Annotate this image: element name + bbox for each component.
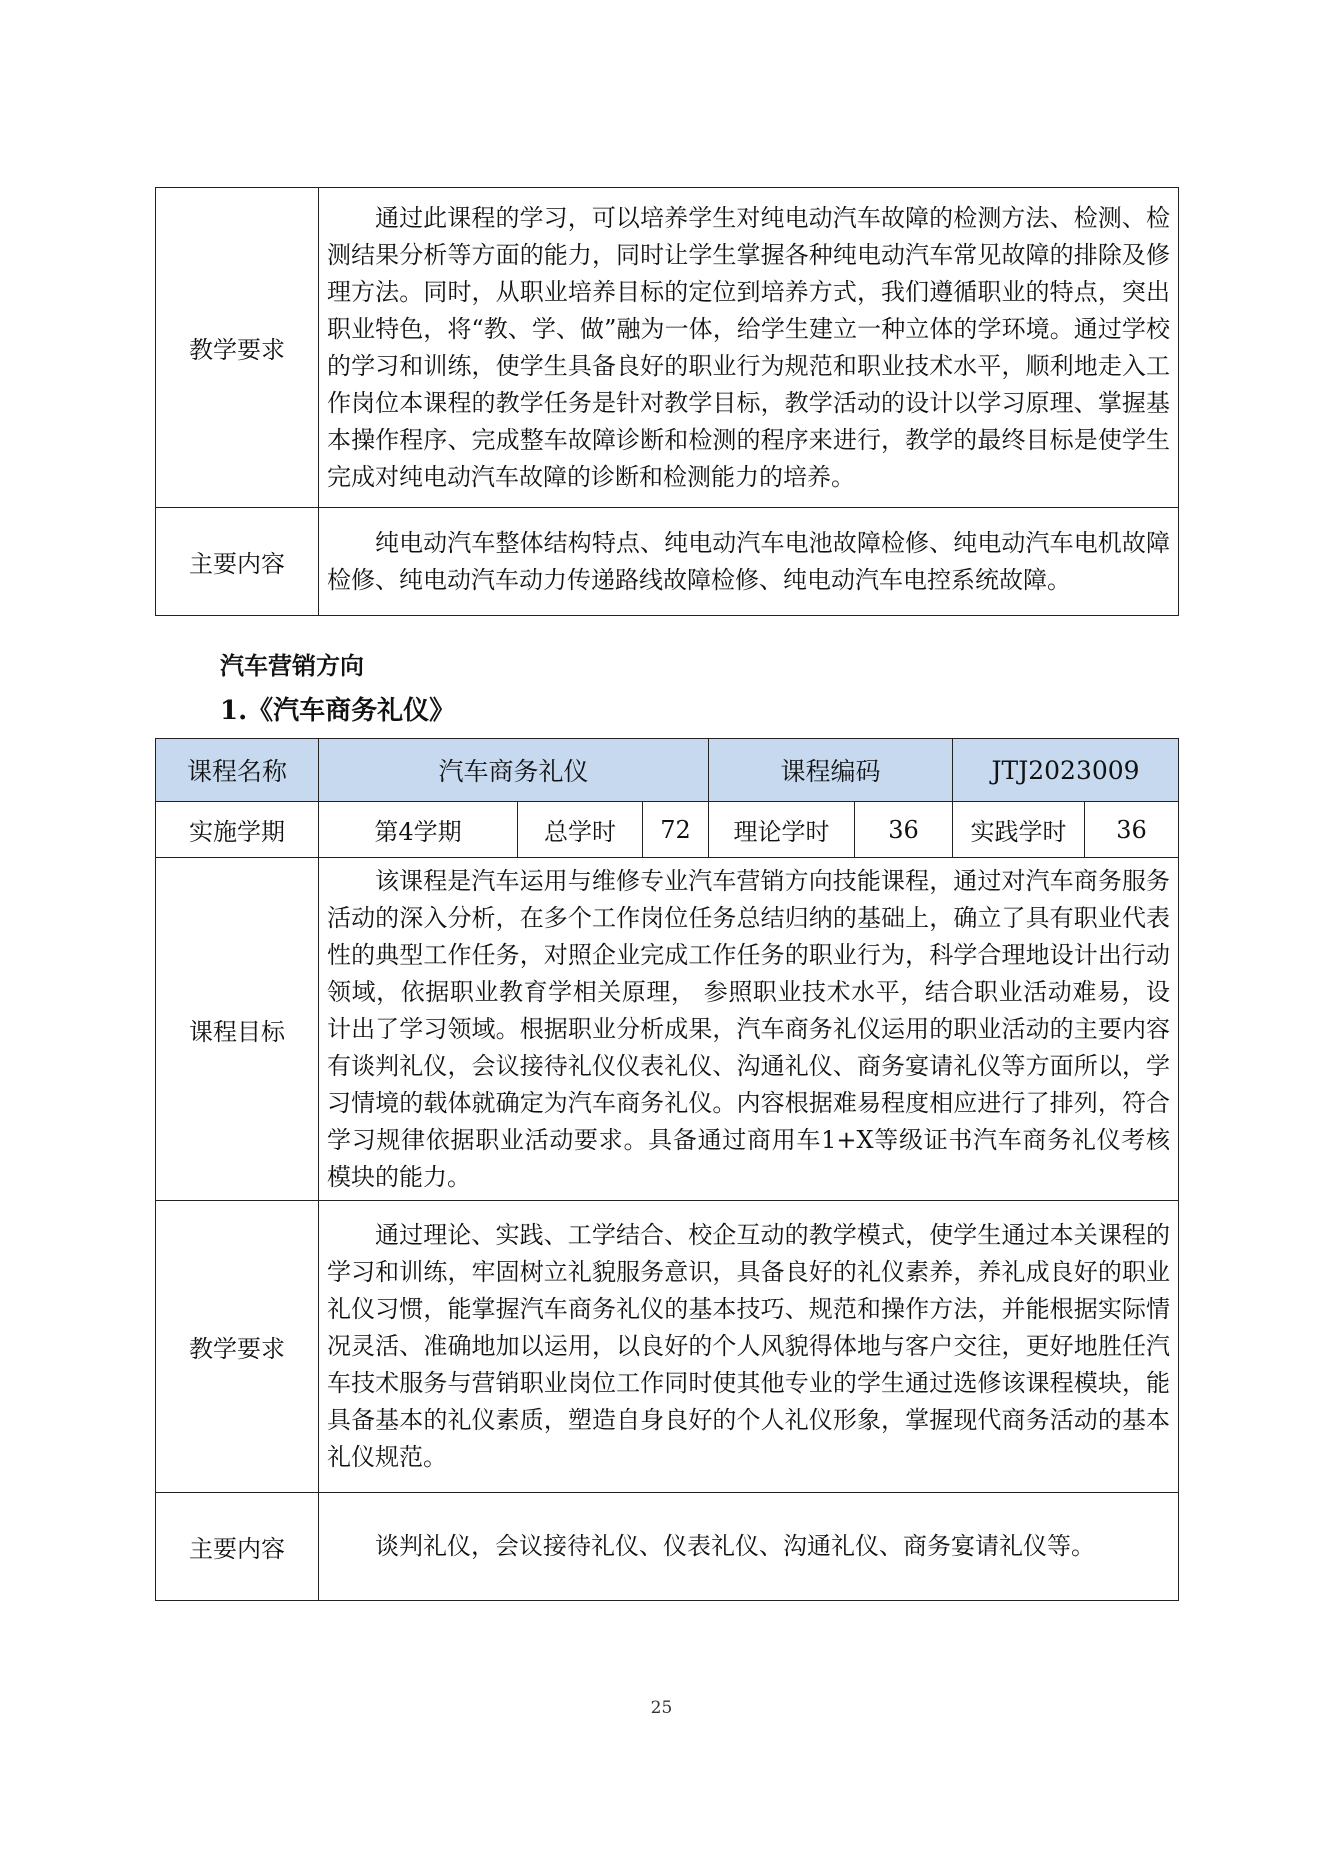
semester-label: 实施学期 (156, 802, 319, 858)
page-number: 25 (650, 1698, 673, 1718)
course-code-value: JTJ2023009 (953, 739, 1179, 802)
objective-label: 课程目标 (156, 858, 319, 1201)
table-row (156, 858, 1179, 1201)
course-table-ev-diagnosis (155, 187, 1179, 616)
total-hours-value: 72 (643, 802, 709, 858)
course-name-value: 汽车商务礼仪 (319, 739, 709, 802)
course-table-business-etiquette (155, 738, 1179, 1601)
table-header-row (156, 739, 1179, 802)
table-row (156, 188, 1179, 508)
course-code-label: 课程编码 (709, 739, 953, 802)
main-content-label: 主要内容 (156, 1493, 319, 1601)
semester-row (156, 802, 1179, 858)
course-heading: 1.《汽车商务礼仪》 (220, 696, 456, 726)
table-row (156, 508, 1179, 616)
main-content-text: 谈判礼仪，会议接待礼仪、仪表礼仪、沟通礼仪、商务宴请礼仪等。 (319, 1493, 1179, 1601)
row-label-requirements: 教学要求 (156, 188, 319, 508)
practice-hours-label: 实践学时 (953, 802, 1085, 858)
course-name-label: 课程名称 (156, 739, 319, 802)
main-content-text: 纯电动汽车整体结构特点、纯电动汽车电池故障检修、纯电动汽车电机故障检修、纯电动汽车动力传递路线故障检修、纯电动汽车电控系统故障。 (319, 508, 1179, 616)
theory-hours-value: 36 (855, 802, 953, 858)
requirements-text: 通过此课程的学习，可以培养学生对纯电动汽车故障的检测方法、检测、检测结果分析等方面的能力，同时让学生掌握各种纯电动汽车常见故障的排除及修理方法。同时，从职业培养目标的定位到培养方式，我们遵循职业的特点，突出职业特色，将“教、学、做”融为一体，给学生建立一种立体的学环境。通过学校的学习和训练，使学生具备良好的职业行为规范和职业技术水平，顺利地走入工作岗位本课程的教学任务是针对教学目标，教学活动的设计以学习原理、掌握基本操作程序、完成整车故障诊断和检测的程序来进行，教学的最终目标是使学生完成对纯电动汽车故障的诊断和检测能力的培养。 (319, 188, 1179, 508)
table-row (156, 1493, 1179, 1601)
section-title: 汽车营销方向 (220, 652, 364, 680)
requirements-label: 教学要求 (156, 1201, 319, 1493)
table-row (156, 1201, 1179, 1493)
row-label-main-content: 主要内容 (156, 508, 319, 616)
objective-text: 该课程是汽车运用与维修专业汽车营销方向技能课程，通过对汽车商务服务活动的深入分析，在多个工作岗位任务总结归纳的基础上，确立了具有职业代表性的典型工作任务，对照企业完成工作任务的职业行为，科学合理地设计出行动领域，依据职业教育学相关原理， 参照职业技术水平，结合职业活动难易，设计出了学习领域。根据职业分析成果，汽车商务礼仪运用的职业活动的主要内容有谈判礼仪，会议接待礼仪仪表礼仪、沟通礼仪、商务宴请礼仪等方面所以，学习情境的载体就确定为汽车商务礼仪。内容根据难易程度相应进行了排列，符合学习规律依据职业活动要求。具备通过商用车1+X等级证书汽车商务礼仪考核模块的能力。 (319, 858, 1179, 1201)
practice-hours-value: 36 (1085, 802, 1179, 858)
requirements-text: 通过理论、实践、工学结合、校企互动的教学模式，使学生通过本关课程的学习和训练，牢固树立礼貌服务意识，具备良好的礼仪素养，养礼成良好的职业礼仪习惯，能掌握汽车商务礼仪的基本技巧、规范和操作方法，并能根据实际情况灵活、准确地加以运用，以良好的个人风貌得体地与客户交往，更好地胜任汽车技术服务与营销职业岗位工作同时使其他专业的学生通过选修该课程模块，能具备基本的礼仪素质，塑造自身良好的个人礼仪形象，掌握现代商务活动的基本礼仪规范。 (319, 1201, 1179, 1493)
semester-value: 第4学期 (319, 802, 518, 858)
theory-hours-label: 理论学时 (709, 802, 855, 858)
total-hours-label: 总学时 (518, 802, 643, 858)
